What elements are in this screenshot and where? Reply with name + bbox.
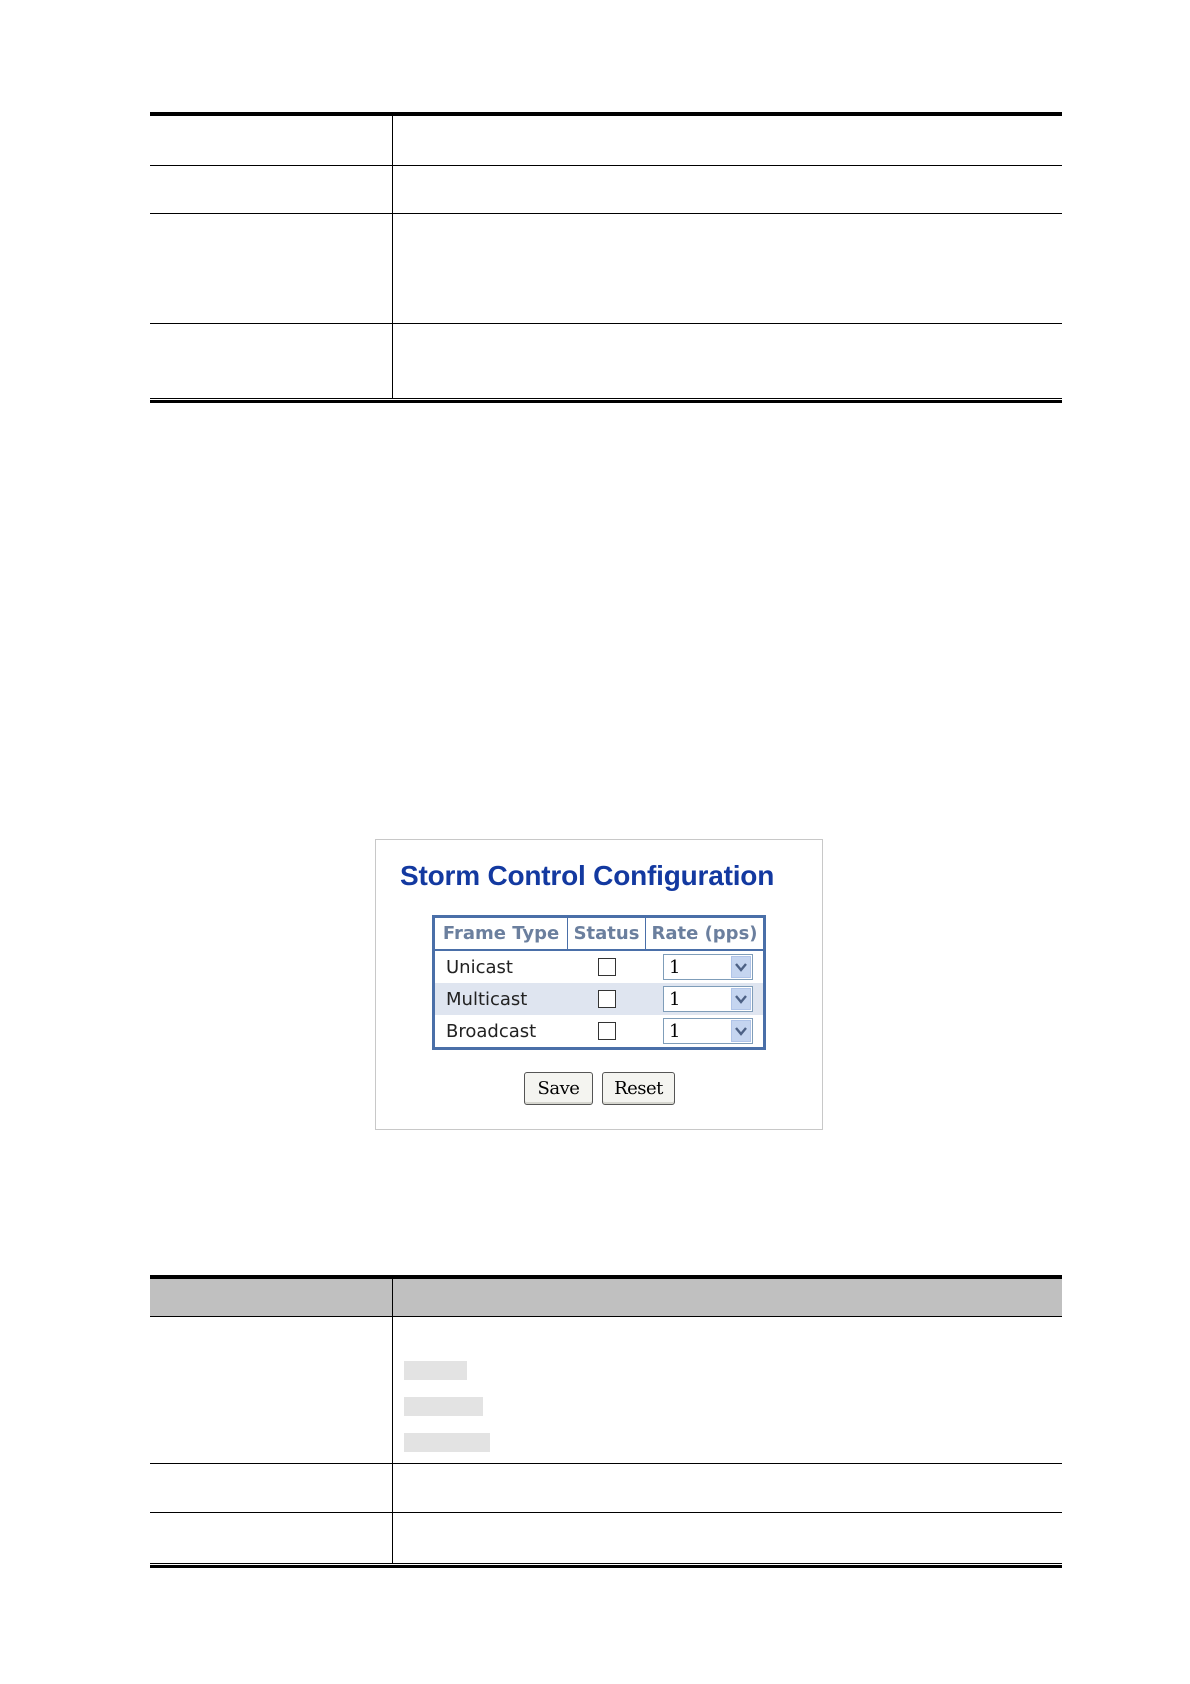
table-row-multicast — [435, 983, 763, 1015]
storm-control-panel — [375, 839, 823, 1130]
rate-select-value: 1 — [669, 956, 681, 978]
rate-select-value: 1 — [669, 1020, 681, 1042]
table-header-row — [150, 1279, 1062, 1317]
column-header-rate: Rate (pps) — [651, 923, 758, 944]
frame-type-label: Broadcast — [446, 1020, 537, 1042]
table-bottom-rule — [150, 1563, 1062, 1568]
chevron-down-icon[interactable] — [731, 956, 751, 978]
table-row — [150, 214, 1062, 324]
rate-select-value: 1 — [669, 988, 681, 1010]
table-row — [150, 1317, 1062, 1464]
table-row-unicast — [435, 951, 763, 983]
doc-table-upper — [150, 112, 1062, 403]
redacted-block — [404, 1361, 467, 1380]
table-row — [150, 166, 1062, 214]
column-header-frame-type: Frame Type — [435, 918, 568, 949]
storm-control-table — [432, 915, 766, 1050]
page-title: Storm Control Configuration — [400, 860, 775, 891]
chevron-down-icon[interactable] — [731, 988, 751, 1010]
table-header — [435, 918, 763, 951]
status-checkbox-broadcast[interactable] — [598, 1022, 616, 1040]
chevron-down-icon[interactable] — [731, 1020, 751, 1042]
table-row — [150, 324, 1062, 398]
column-header-status: Status — [568, 918, 646, 949]
status-checkbox-unicast[interactable] — [598, 958, 616, 976]
table-row-broadcast — [435, 1015, 763, 1047]
status-checkbox-multicast[interactable] — [598, 990, 616, 1008]
table-row — [150, 1464, 1062, 1513]
rate-select-multicast[interactable] — [663, 986, 753, 1012]
doc-table-lower — [150, 1275, 1062, 1568]
table-row — [150, 116, 1062, 166]
rate-select-unicast[interactable] — [663, 954, 753, 980]
rate-select-broadcast[interactable] — [663, 1018, 753, 1044]
frame-type-label: Unicast — [446, 956, 513, 978]
frame-type-label: Multicast — [446, 988, 528, 1010]
table-bottom-rule — [150, 398, 1062, 403]
redacted-block — [404, 1397, 483, 1416]
save-button[interactable]: Save — [524, 1072, 593, 1105]
redacted-block — [404, 1433, 490, 1452]
reset-button[interactable]: Reset — [602, 1072, 675, 1105]
table-row — [150, 1513, 1062, 1563]
